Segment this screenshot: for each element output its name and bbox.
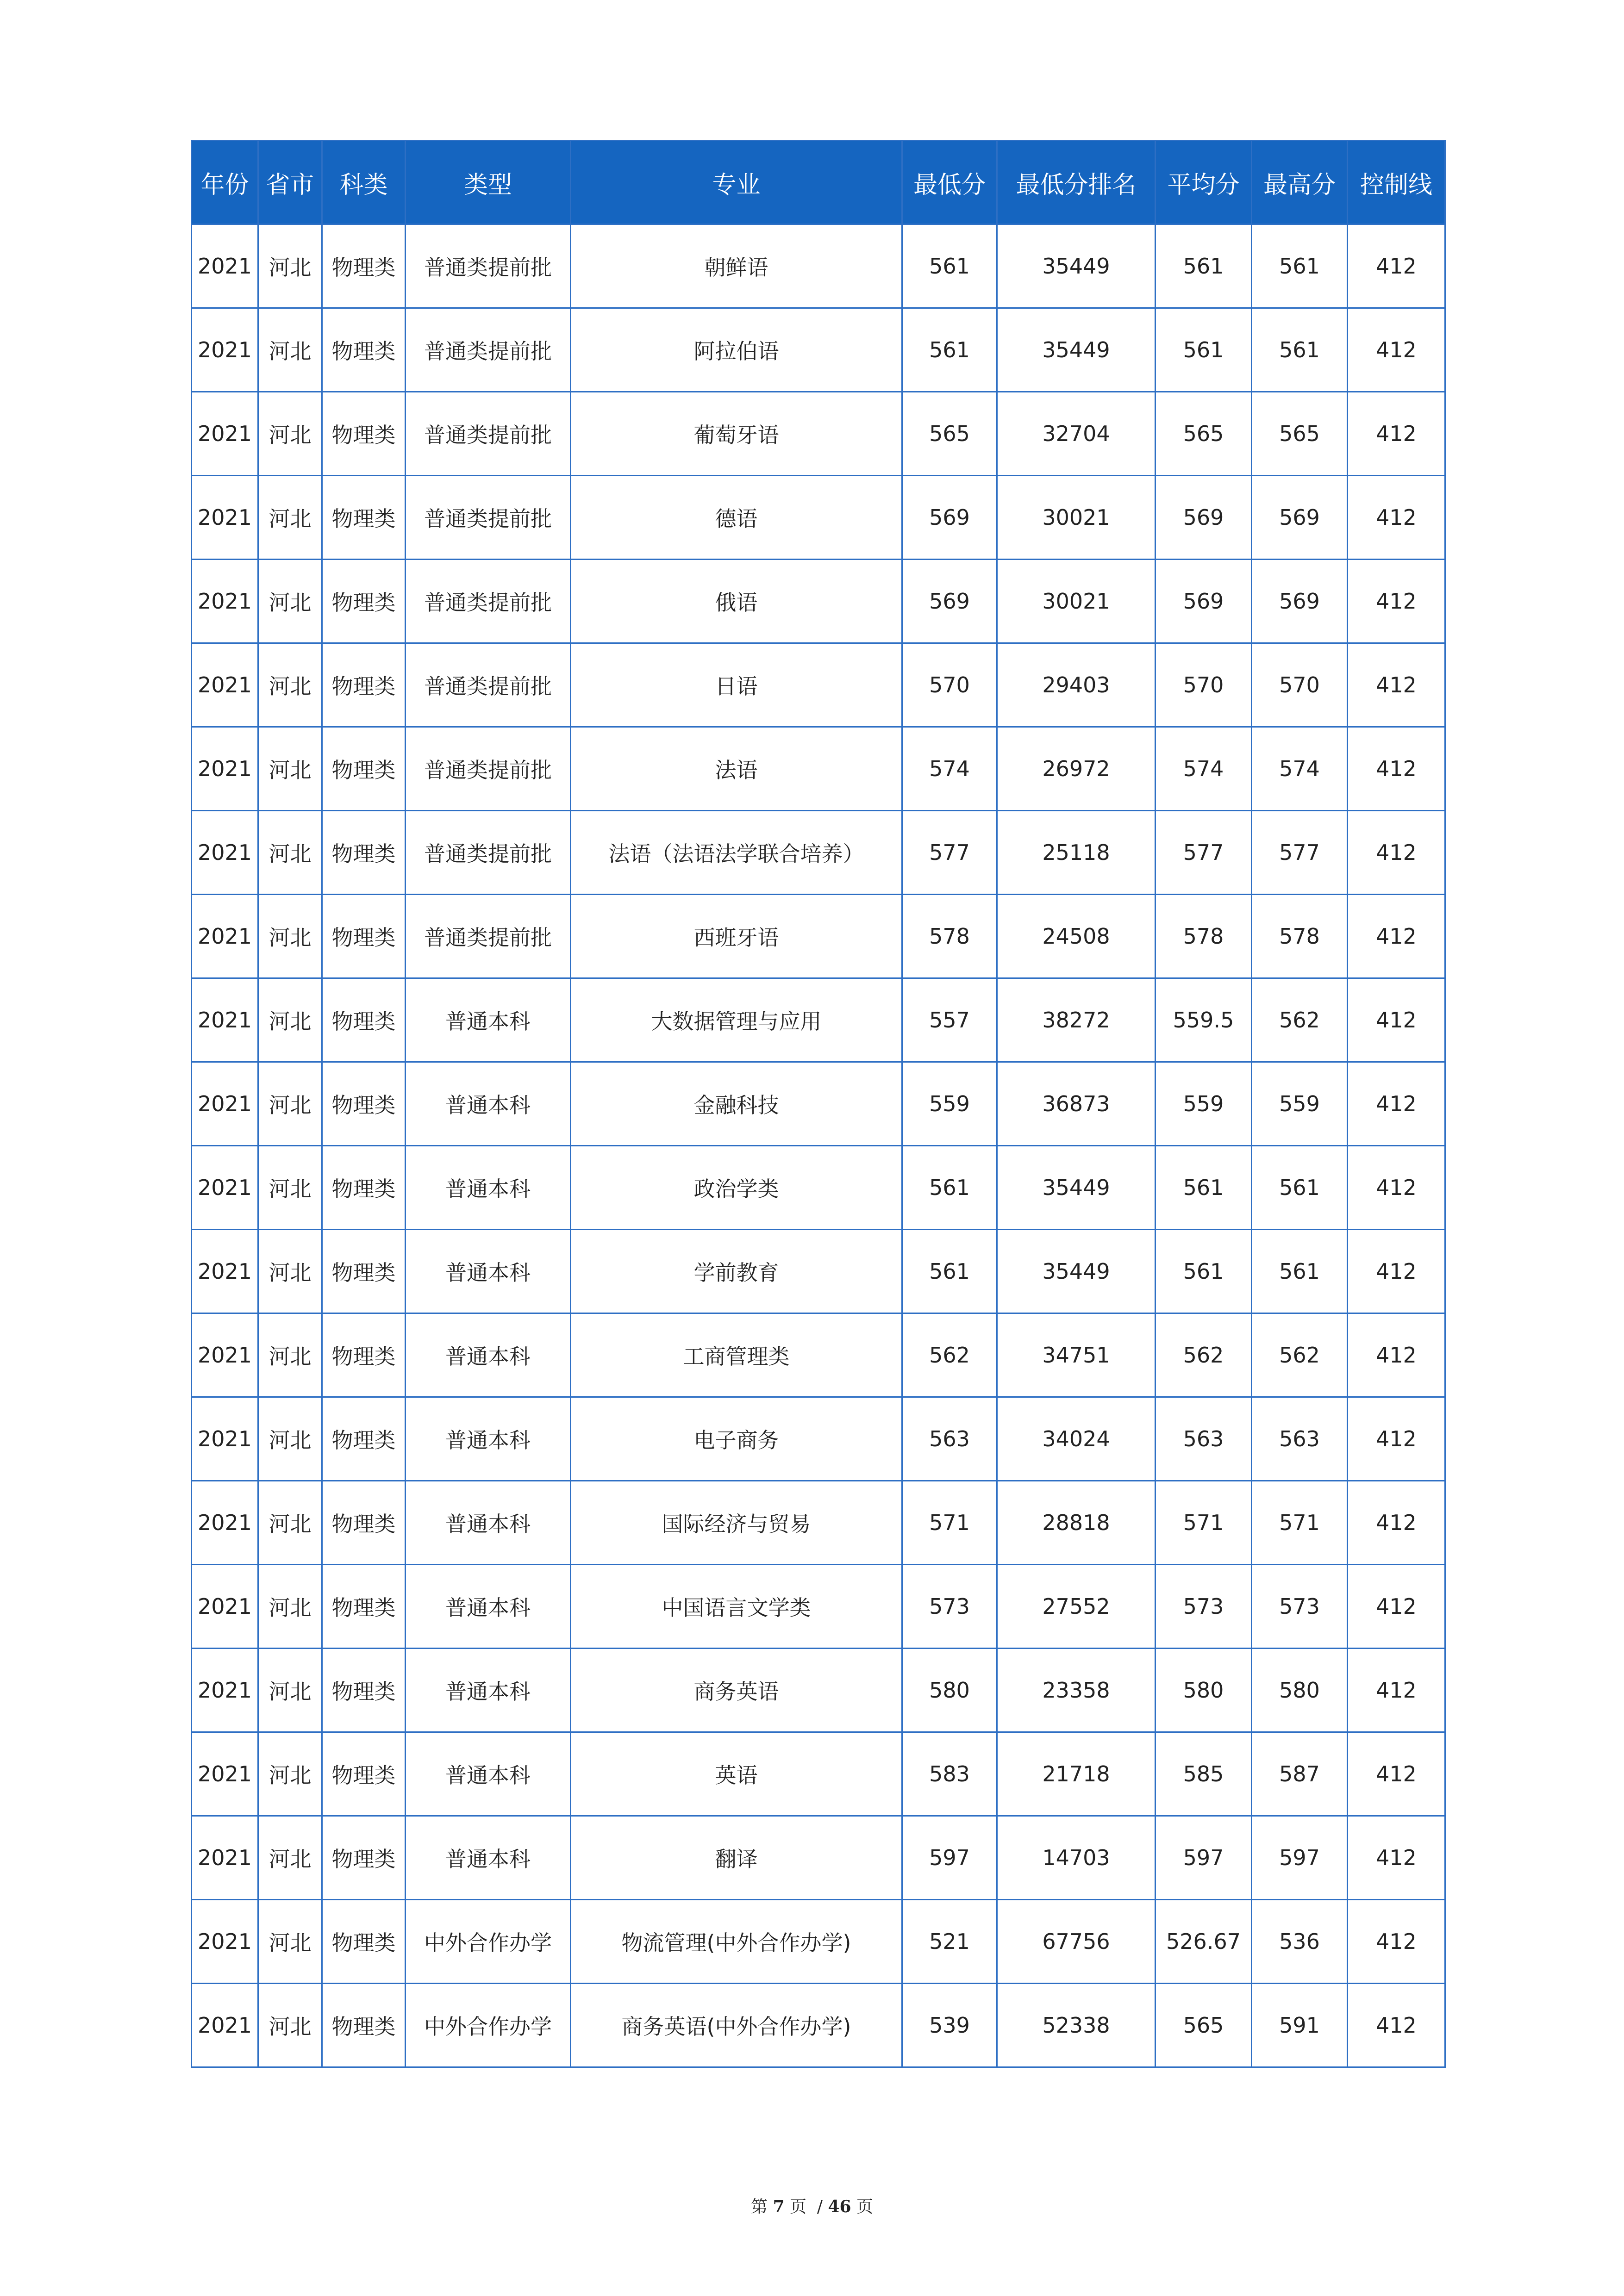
current-page-number: 7 bbox=[773, 2197, 785, 2216]
table-header-row bbox=[192, 141, 1445, 224]
cell-year: 2021 bbox=[192, 1313, 258, 1397]
cell-major: 学前教育 bbox=[571, 1230, 902, 1313]
table-row bbox=[192, 1649, 1445, 1732]
footer-prefix: 第 bbox=[750, 2197, 768, 2216]
cell-min-score: 539 bbox=[902, 1984, 997, 2067]
cell-control-line: 412 bbox=[1348, 1900, 1445, 1984]
cell-avg-score: 570 bbox=[1156, 643, 1252, 727]
cell-province: 河北 bbox=[258, 811, 322, 895]
cell-avg-score: 559 bbox=[1156, 1062, 1252, 1146]
cell-province: 河北 bbox=[258, 1732, 322, 1816]
table-row bbox=[192, 476, 1445, 560]
cell-avg-score: 577 bbox=[1156, 811, 1252, 895]
cell-major: 工商管理类 bbox=[571, 1313, 902, 1397]
total-page-count: 46 bbox=[828, 2197, 851, 2216]
cell-min-score: 521 bbox=[902, 1900, 997, 1984]
cell-avg-score: 580 bbox=[1156, 1649, 1252, 1732]
cell-min-score: 561 bbox=[902, 308, 997, 392]
cell-major: 朝鲜语 bbox=[571, 224, 902, 308]
table-row bbox=[192, 224, 1445, 308]
cell-category: 物理类 bbox=[322, 1649, 406, 1732]
cell-province: 河北 bbox=[258, 1816, 322, 1900]
cell-major: 物流管理(中外合作办学) bbox=[571, 1900, 902, 1984]
cell-major: 英语 bbox=[571, 1732, 902, 1816]
cell-max-score: 562 bbox=[1252, 978, 1348, 1062]
table-row bbox=[192, 895, 1445, 978]
cell-min-rank: 36873 bbox=[997, 1062, 1156, 1146]
cell-avg-score: 561 bbox=[1156, 308, 1252, 392]
cell-category: 物理类 bbox=[322, 1984, 406, 2067]
cell-type: 中外合作办学 bbox=[406, 1984, 571, 2067]
cell-province: 河北 bbox=[258, 392, 322, 476]
cell-min-rank: 35449 bbox=[997, 1146, 1156, 1230]
cell-major: 西班牙语 bbox=[571, 895, 902, 978]
cell-avg-score: 561 bbox=[1156, 1230, 1252, 1313]
cell-major: 中国语言文学类 bbox=[571, 1565, 902, 1649]
cell-province: 河北 bbox=[258, 308, 322, 392]
cell-province: 河北 bbox=[258, 1481, 322, 1565]
cell-min-rank: 38272 bbox=[997, 978, 1156, 1062]
cell-min-rank: 32704 bbox=[997, 392, 1156, 476]
cell-control-line: 412 bbox=[1348, 1565, 1445, 1649]
cell-avg-score: 565 bbox=[1156, 392, 1252, 476]
footer-total-suffix: 页 bbox=[856, 2197, 874, 2216]
cell-year: 2021 bbox=[192, 1732, 258, 1816]
cell-year: 2021 bbox=[192, 811, 258, 895]
cell-province: 河北 bbox=[258, 1313, 322, 1397]
cell-type: 普通类提前批 bbox=[406, 727, 571, 811]
cell-type: 普通本科 bbox=[406, 1565, 571, 1649]
cell-major: 商务英语(中外合作办学) bbox=[571, 1984, 902, 2067]
cell-category: 物理类 bbox=[322, 308, 406, 392]
cell-major: 德语 bbox=[571, 476, 902, 560]
cell-major: 日语 bbox=[571, 643, 902, 727]
cell-year: 2021 bbox=[192, 1062, 258, 1146]
cell-min-score: 573 bbox=[902, 1565, 997, 1649]
cell-avg-score: 578 bbox=[1156, 895, 1252, 978]
cell-year: 2021 bbox=[192, 224, 258, 308]
cell-min-rank: 35449 bbox=[997, 308, 1156, 392]
cell-min-score: 569 bbox=[902, 476, 997, 560]
cell-control-line: 412 bbox=[1348, 1062, 1445, 1146]
cell-province: 河北 bbox=[258, 1984, 322, 2067]
cell-province: 河北 bbox=[258, 1146, 322, 1230]
cell-province: 河北 bbox=[258, 560, 322, 643]
cell-category: 物理类 bbox=[322, 978, 406, 1062]
cell-avg-score: 561 bbox=[1156, 1146, 1252, 1230]
cell-min-rank: 26972 bbox=[997, 727, 1156, 811]
cell-category: 物理类 bbox=[322, 811, 406, 895]
cell-year: 2021 bbox=[192, 560, 258, 643]
cell-year: 2021 bbox=[192, 1230, 258, 1313]
cell-major: 葡萄牙语 bbox=[571, 392, 902, 476]
cell-min-score: 557 bbox=[902, 978, 997, 1062]
page-footer bbox=[0, 2194, 1624, 2217]
cell-province: 河北 bbox=[258, 224, 322, 308]
cell-control-line: 412 bbox=[1348, 1146, 1445, 1230]
cell-category: 物理类 bbox=[322, 1481, 406, 1565]
cell-major: 翻译 bbox=[571, 1816, 902, 1900]
cell-min-rank: 23358 bbox=[997, 1649, 1156, 1732]
cell-year: 2021 bbox=[192, 727, 258, 811]
cell-type: 普通本科 bbox=[406, 1062, 571, 1146]
cell-min-score: 561 bbox=[902, 224, 997, 308]
cell-min-rank: 14703 bbox=[997, 1816, 1156, 1900]
cell-max-score: 569 bbox=[1252, 560, 1348, 643]
cell-type: 普通本科 bbox=[406, 1481, 571, 1565]
cell-max-score: 577 bbox=[1252, 811, 1348, 895]
cell-max-score: 571 bbox=[1252, 1481, 1348, 1565]
cell-year: 2021 bbox=[192, 1565, 258, 1649]
cell-category: 物理类 bbox=[322, 1062, 406, 1146]
cell-type: 普通类提前批 bbox=[406, 308, 571, 392]
cell-min-rank: 30021 bbox=[997, 476, 1156, 560]
cell-max-score: 573 bbox=[1252, 1565, 1348, 1649]
cell-min-score: 577 bbox=[902, 811, 997, 895]
cell-type: 普通类提前批 bbox=[406, 392, 571, 476]
cell-category: 物理类 bbox=[322, 1230, 406, 1313]
cell-avg-score: 526.67 bbox=[1156, 1900, 1252, 1984]
cell-avg-score: 597 bbox=[1156, 1816, 1252, 1900]
cell-type: 普通类提前批 bbox=[406, 224, 571, 308]
cell-type: 普通类提前批 bbox=[406, 560, 571, 643]
table-row bbox=[192, 1565, 1445, 1649]
column-header-min-rank: 最低分排名 bbox=[997, 141, 1156, 224]
column-header-major: 专业 bbox=[571, 141, 902, 224]
cell-category: 物理类 bbox=[322, 560, 406, 643]
cell-avg-score: 563 bbox=[1156, 1397, 1252, 1481]
cell-avg-score: 569 bbox=[1156, 560, 1252, 643]
cell-avg-score: 585 bbox=[1156, 1732, 1252, 1816]
cell-category: 物理类 bbox=[322, 1732, 406, 1816]
cell-min-score: 559 bbox=[902, 1062, 997, 1146]
table-row bbox=[192, 1900, 1445, 1984]
cell-year: 2021 bbox=[192, 895, 258, 978]
cell-min-rank: 25118 bbox=[997, 811, 1156, 895]
cell-min-rank: 67756 bbox=[997, 1900, 1156, 1984]
cell-province: 河北 bbox=[258, 895, 322, 978]
cell-max-score: 580 bbox=[1252, 1649, 1348, 1732]
cell-control-line: 412 bbox=[1348, 1649, 1445, 1732]
cell-type: 普通本科 bbox=[406, 1313, 571, 1397]
cell-category: 物理类 bbox=[322, 392, 406, 476]
cell-province: 河北 bbox=[258, 1062, 322, 1146]
cell-control-line: 412 bbox=[1348, 1313, 1445, 1397]
cell-province: 河北 bbox=[258, 1230, 322, 1313]
cell-year: 2021 bbox=[192, 1481, 258, 1565]
cell-avg-score: 559.5 bbox=[1156, 978, 1252, 1062]
cell-category: 物理类 bbox=[322, 895, 406, 978]
cell-min-rank: 27552 bbox=[997, 1565, 1156, 1649]
cell-type: 普通本科 bbox=[406, 1230, 571, 1313]
cell-category: 物理类 bbox=[322, 1900, 406, 1984]
cell-year: 2021 bbox=[192, 978, 258, 1062]
cell-min-rank: 24508 bbox=[997, 895, 1156, 978]
cell-control-line: 412 bbox=[1348, 895, 1445, 978]
cell-year: 2021 bbox=[192, 1649, 258, 1732]
cell-max-score: 574 bbox=[1252, 727, 1348, 811]
cell-type: 普通本科 bbox=[406, 1732, 571, 1816]
cell-min-rank: 21718 bbox=[997, 1732, 1156, 1816]
cell-major: 俄语 bbox=[571, 560, 902, 643]
footer-page-suffix: 页 bbox=[789, 2197, 806, 2216]
cell-major: 大数据管理与应用 bbox=[571, 978, 902, 1062]
cell-category: 物理类 bbox=[322, 476, 406, 560]
cell-year: 2021 bbox=[192, 1984, 258, 2067]
cell-control-line: 412 bbox=[1348, 560, 1445, 643]
cell-major: 阿拉伯语 bbox=[571, 308, 902, 392]
cell-min-score: 561 bbox=[902, 1146, 997, 1230]
cell-max-score: 536 bbox=[1252, 1900, 1348, 1984]
table-row bbox=[192, 643, 1445, 727]
cell-year: 2021 bbox=[192, 392, 258, 476]
column-header-min-score: 最低分 bbox=[902, 141, 997, 224]
cell-year: 2021 bbox=[192, 1900, 258, 1984]
cell-min-score: 561 bbox=[902, 1230, 997, 1313]
cell-type: 普通本科 bbox=[406, 1397, 571, 1481]
cell-province: 河北 bbox=[258, 978, 322, 1062]
cell-province: 河北 bbox=[258, 643, 322, 727]
cell-avg-score: 569 bbox=[1156, 476, 1252, 560]
cell-control-line: 412 bbox=[1348, 1732, 1445, 1816]
cell-avg-score: 574 bbox=[1156, 727, 1252, 811]
cell-max-score: 561 bbox=[1252, 308, 1348, 392]
cell-control-line: 412 bbox=[1348, 1397, 1445, 1481]
cell-major: 金融科技 bbox=[571, 1062, 902, 1146]
cell-control-line: 412 bbox=[1348, 224, 1445, 308]
cell-min-score: 597 bbox=[902, 1816, 997, 1900]
cell-control-line: 412 bbox=[1348, 1816, 1445, 1900]
cell-avg-score: 565 bbox=[1156, 1984, 1252, 2067]
cell-min-rank: 29403 bbox=[997, 643, 1156, 727]
cell-province: 河北 bbox=[258, 1900, 322, 1984]
table-row bbox=[192, 1146, 1445, 1230]
cell-type: 普通类提前批 bbox=[406, 811, 571, 895]
cell-control-line: 412 bbox=[1348, 727, 1445, 811]
table-row bbox=[192, 1984, 1445, 2067]
table-row bbox=[192, 560, 1445, 643]
cell-max-score: 578 bbox=[1252, 895, 1348, 978]
cell-control-line: 412 bbox=[1348, 811, 1445, 895]
footer-separator: / bbox=[817, 2197, 823, 2216]
cell-type: 普通本科 bbox=[406, 1816, 571, 1900]
cell-max-score: 561 bbox=[1252, 1230, 1348, 1313]
cell-control-line: 412 bbox=[1348, 308, 1445, 392]
cell-control-line: 412 bbox=[1348, 1481, 1445, 1565]
cell-category: 物理类 bbox=[322, 1565, 406, 1649]
cell-type: 普通类提前批 bbox=[406, 476, 571, 560]
cell-category: 物理类 bbox=[322, 224, 406, 308]
cell-max-score: 563 bbox=[1252, 1397, 1348, 1481]
column-header-max-score: 最高分 bbox=[1252, 141, 1348, 224]
cell-province: 河北 bbox=[258, 476, 322, 560]
cell-min-score: 583 bbox=[902, 1732, 997, 1816]
table-body bbox=[192, 224, 1445, 2067]
cell-min-score: 571 bbox=[902, 1481, 997, 1565]
cell-year: 2021 bbox=[192, 308, 258, 392]
cell-max-score: 570 bbox=[1252, 643, 1348, 727]
cell-category: 物理类 bbox=[322, 727, 406, 811]
cell-major: 法语（法语法学联合培养） bbox=[571, 811, 902, 895]
cell-min-score: 574 bbox=[902, 727, 997, 811]
cell-max-score: 569 bbox=[1252, 476, 1348, 560]
table-row bbox=[192, 1397, 1445, 1481]
table-row bbox=[192, 1313, 1445, 1397]
cell-max-score: 561 bbox=[1252, 224, 1348, 308]
table-row bbox=[192, 1481, 1445, 1565]
table-row bbox=[192, 978, 1445, 1062]
column-header-avg-score: 平均分 bbox=[1156, 141, 1252, 224]
cell-min-rank: 35449 bbox=[997, 224, 1156, 308]
cell-year: 2021 bbox=[192, 476, 258, 560]
cell-major: 电子商务 bbox=[571, 1397, 902, 1481]
cell-min-rank: 34024 bbox=[997, 1397, 1156, 1481]
cell-min-rank: 52338 bbox=[997, 1984, 1156, 2067]
cell-province: 河北 bbox=[258, 727, 322, 811]
cell-min-score: 563 bbox=[902, 1397, 997, 1481]
cell-category: 物理类 bbox=[322, 1397, 406, 1481]
table-row bbox=[192, 1062, 1445, 1146]
column-header-type: 类型 bbox=[406, 141, 571, 224]
cell-min-rank: 34751 bbox=[997, 1313, 1156, 1397]
cell-major: 商务英语 bbox=[571, 1649, 902, 1732]
cell-min-score: 570 bbox=[902, 643, 997, 727]
cell-max-score: 587 bbox=[1252, 1732, 1348, 1816]
table-row bbox=[192, 1816, 1445, 1900]
cell-year: 2021 bbox=[192, 1397, 258, 1481]
cell-year: 2021 bbox=[192, 1146, 258, 1230]
table-row bbox=[192, 727, 1445, 811]
cell-type: 普通本科 bbox=[406, 1649, 571, 1732]
table-row bbox=[192, 308, 1445, 392]
cell-control-line: 412 bbox=[1348, 392, 1445, 476]
cell-min-score: 580 bbox=[902, 1649, 997, 1732]
cell-control-line: 412 bbox=[1348, 476, 1445, 560]
cell-min-rank: 35449 bbox=[997, 1230, 1156, 1313]
column-header-province: 省市 bbox=[258, 141, 322, 224]
table-row bbox=[192, 392, 1445, 476]
cell-max-score: 561 bbox=[1252, 1146, 1348, 1230]
admission-scores-table bbox=[191, 140, 1446, 2068]
cell-avg-score: 561 bbox=[1156, 224, 1252, 308]
cell-type: 普通类提前批 bbox=[406, 643, 571, 727]
cell-max-score: 597 bbox=[1252, 1816, 1348, 1900]
cell-min-score: 578 bbox=[902, 895, 997, 978]
cell-category: 物理类 bbox=[322, 1816, 406, 1900]
cell-min-score: 565 bbox=[902, 392, 997, 476]
cell-category: 物理类 bbox=[322, 1313, 406, 1397]
cell-province: 河北 bbox=[258, 1397, 322, 1481]
cell-major: 政治学类 bbox=[571, 1146, 902, 1230]
cell-control-line: 412 bbox=[1348, 978, 1445, 1062]
cell-min-score: 562 bbox=[902, 1313, 997, 1397]
cell-min-score: 569 bbox=[902, 560, 997, 643]
table-row bbox=[192, 811, 1445, 895]
cell-avg-score: 562 bbox=[1156, 1313, 1252, 1397]
cell-type: 普通本科 bbox=[406, 978, 571, 1062]
cell-avg-score: 571 bbox=[1156, 1481, 1252, 1565]
cell-max-score: 559 bbox=[1252, 1062, 1348, 1146]
cell-year: 2021 bbox=[192, 1816, 258, 1900]
cell-major: 国际经济与贸易 bbox=[571, 1481, 902, 1565]
cell-max-score: 565 bbox=[1252, 392, 1348, 476]
cell-type: 中外合作办学 bbox=[406, 1900, 571, 1984]
cell-avg-score: 573 bbox=[1156, 1565, 1252, 1649]
cell-min-rank: 28818 bbox=[997, 1481, 1156, 1565]
column-header-control-line: 控制线 bbox=[1348, 141, 1445, 224]
table-row bbox=[192, 1230, 1445, 1313]
cell-control-line: 412 bbox=[1348, 643, 1445, 727]
cell-min-rank: 30021 bbox=[997, 560, 1156, 643]
cell-year: 2021 bbox=[192, 643, 258, 727]
cell-control-line: 412 bbox=[1348, 1984, 1445, 2067]
column-header-year: 年份 bbox=[192, 141, 258, 224]
cell-province: 河北 bbox=[258, 1565, 322, 1649]
table-row bbox=[192, 1732, 1445, 1816]
column-header-category: 科类 bbox=[322, 141, 406, 224]
cell-type: 普通类提前批 bbox=[406, 895, 571, 978]
cell-max-score: 562 bbox=[1252, 1313, 1348, 1397]
cell-category: 物理类 bbox=[322, 1146, 406, 1230]
cell-control-line: 412 bbox=[1348, 1230, 1445, 1313]
cell-type: 普通本科 bbox=[406, 1146, 571, 1230]
cell-category: 物理类 bbox=[322, 643, 406, 727]
cell-max-score: 591 bbox=[1252, 1984, 1348, 2067]
cell-major: 法语 bbox=[571, 727, 902, 811]
cell-province: 河北 bbox=[258, 1649, 322, 1732]
